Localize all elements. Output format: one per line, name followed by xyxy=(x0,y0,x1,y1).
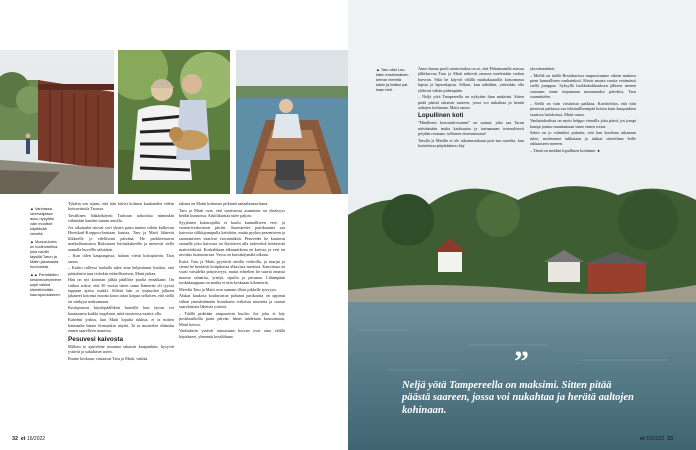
text-column-2 xyxy=(179,201,285,340)
paragraph: Tarulla ja Matilla ei ole aikomustakaan pois-tua saarelta, kun kotitalossa pärjätääntoo käy xyxy=(418,137,524,149)
folio-right xyxy=(640,436,673,442)
photo-couple-with-dog xyxy=(118,50,230,194)
triangle-up-icon: ▲ xyxy=(376,67,380,72)
paragraph: Emme koskaan, vastaavat Taru ja Matti, vaikka xyxy=(68,355,148,361)
issue-number: 16/2022 xyxy=(26,436,46,442)
paragraph: – Siellä on vain viisitoista paikkaa. Kuvittelisin, että niin pienessä paikassa saa tehtimillisempää hoitoa kuin kaupunkien suurissa laitoksissa, Matti sanoo. xyxy=(530,100,636,117)
captions-left xyxy=(30,206,60,300)
paragraph-closing: – Tämä on meidän lopullinen kotimme. ● xyxy=(530,147,600,153)
page-number: 32 xyxy=(12,436,18,442)
photo-boathouse xyxy=(0,50,114,194)
paragraph: – Meillä on täällä Houtskarissa naapurissanne oikein mukava pieni kunnallinen vanhainkoti. Kävin monta vuotta vetämässä siellä jumppaa. Syksyllä luokkakokkauksen jälkeen menen varmaan sinne toipumaan muutamaksi päiväksi, Taru suunnittelee. xyxy=(530,72,636,100)
paragraph: Hän on nyt koronan jälkiä päällitse puolta ennalkaan. On vaikea sokoa, että 30 vuotta sitten sama Itämeren oli tyyssä toppaan ajettu osakki. Silloin hän oi työpuolen jälkeen jakaneet kotonsa moona koira ottaa kotpaa sellaisen, että siellä on sänkyyn maksamaan. xyxy=(68,277,174,304)
pull-quote: Neljä yötä Tampereella on maksimi. Sitten pitää päästä saareen, jossa voi nukahtaa ja herätä aaltojen kohinaan. xyxy=(402,380,634,416)
paragraph: Milloin te ajattelette muuttaa takaisin kaupunkiin, kysyvät ystävät ja sukulaiset usein. xyxy=(68,343,174,355)
issue-number: 16/2022 xyxy=(646,436,665,442)
paragraph: – Neljä yötä Tampereella on nykyään ihan maksimi. Sitten pitää päästä takaisin saareen, jossa voi nukahtaa ja herätä aaltojen kohinaan, Matti sanoo. xyxy=(418,94,524,111)
paragraph: Tavallinen lääkärikäynti Turkuun tarkoittaa niiminkin vähintään kauden tunnin autolla. xyxy=(68,213,174,224)
magazine-logo: et xyxy=(20,436,26,442)
caption-boat: ▲▲ Perintäiden keskimoottorivene sopii vaikka kiireettömään kaurapurolaiseen. xyxy=(30,272,62,297)
photo-man-in-boat xyxy=(236,50,348,194)
quote-mark-icon: ” xyxy=(514,345,529,378)
text-column-3 xyxy=(418,66,524,150)
caption-dog: ▲ Moona-koira on kodinvahtina, joka nauttii täysillä Tarun ja Matin jakamasta huomiosta. xyxy=(30,239,59,269)
caption-boathouse: ▲ Vanhassa veneviajassa asuu nykyään vain moottori käyttävää veneitä. xyxy=(30,206,55,236)
subheading-pesuvesi: Pesuvesi kaivosta xyxy=(68,335,124,343)
paragraph: – Koitto tullessa laahalla tulee aina helpottunut houkas, että päästäisiin taas reitiskin retkeilleseisen, Matti jatkaa. xyxy=(68,265,174,276)
paragraph: Vanhainkodissa on myös helppo vierailla joka päivä, jos jompi kumpi joutuu muuttamaan sinne ennen toista. xyxy=(530,118,636,129)
triangle-up-icon: ▲ xyxy=(30,239,34,244)
text-column-4 xyxy=(530,66,636,154)
page-number: 33 xyxy=(667,436,674,442)
paragraph: Sekin on jo valmiiksi puhuttu, että kun kuolema aikanaan tulee, molemmat tuhkataan ja tuhkat sirotellaan Ieille rakkaaseen mereen. xyxy=(530,130,636,147)
paragraph: Mereltä Taru ja Matti ovat aamuin illoin pikkelle työyyyn. xyxy=(179,286,277,292)
paragraph: takana on Matin kokemas pitkäntä saitaalaanaa-kana. xyxy=(179,201,269,206)
magazine-logo: et xyxy=(640,436,645,442)
paragraph: – Täällä pidetään naapureista huolta. Jos joku ei käy postilaatikolla parin päivän, hänet tahdetaan kanssamaan, Matti kertoo. xyxy=(179,310,285,327)
folio-left xyxy=(12,436,45,442)
text-column-1 xyxy=(68,201,174,362)
paragraph: Alukai kaukosa koulurustoa pahanut parikaasta on oppinut vähan ymmärtämään lisaarkarin erikoista murretta ja saanut saarelaisista läheisiä ystäviä. xyxy=(179,293,285,310)
paragraph: Kahelmi joskus, kun Matti lopulta tukkua, ei ta mitten harmaalta hänen ilomaiskin näyttä. Ta ru muistelee elämään ennen saarelleen muuttoa. xyxy=(68,317,174,334)
end-mark-icon: ● xyxy=(597,147,600,153)
paragraph: Taru ja Matti ovat, että saaristossa asuminen on yhtäisyys heidät kunnossa. Arkiliikuntaa tulee paljon. xyxy=(179,207,285,218)
triangle-up-icon: ▲▲ xyxy=(30,272,38,277)
paragraph: – Kun ollen kaupungissa, haluan viettä kokopäivän, Taru sanoo. xyxy=(68,253,174,264)
paragraph: Kriisiputoon käyttöpäällikön harteille kun taysin vei kaaasaansa kaikki ongelmat, mitä taustoissa saattoi olla. xyxy=(68,305,174,316)
paragraph: Tykätin sen sijaan, että hän kävisi kolmen kuukauden välein kotiravintola Tarussa. xyxy=(68,201,174,212)
triangle-up-icon: ▲ xyxy=(30,206,34,211)
caption-right-top: ▲ Taru näki Loo-kärin ensimmäisen kerran mereltä käsin ja lisäksi pal-kaan heti. xyxy=(376,67,409,92)
paragraph: Vanhuksiin ystävät ainoastaan hoivan ovat aina välillä käyttäneet, ylemmät kesälöhaan. xyxy=(179,328,285,339)
paragraph: Syyjäinen kalasrajallia ei kuulu kunnalliseen vesi- ja viemäriverkostoon piiriin. Saareaeeles partikuantia saa kaivosta silikkipumpulla keittiöön, mutta pyykin pesemiseen ja saunomiseen vaarivat vaivannäköä. Pesuvedet he kantavat saunalle joko kaivosta tai läytöisten alla sadevetttä keräävistä maitotörkistä. Koskahkaan alkuaaaikona on kuivaa, ja vesi on arvokas luonnonvara. Vessa on kuivakäymälä ulkona. xyxy=(179,219,285,258)
paragraph: ”Hindlinen kerrostalossamm” on saanut, joka saa Tarun näivätmään maka kauhuutaa ja tarinamaan teatraalisesti pöydän reunaan: sellaisen ettemmissaaa! xyxy=(418,120,524,137)
subheading-lopullinen-koti: Lopullinen koti xyxy=(418,112,464,120)
paragraph: Jos aikataulat sitovat sovi yksiin parin tunnin välein kulkevan Hoetskarl-Korppoo-lauttaan kanssa, Taru ja Matti lähtevät liikkeelle jo edellisenä päivänä. He parkkeeraavat markalhuassinsa Rukoaisen leirintäalueelle ja menevät siellä aamulla huvellla saloalaisi. xyxy=(68,225,174,252)
paragraph: yksvimaemkei. xyxy=(530,66,556,71)
paragraph: Aimo huono puoli asentoiraksa on se, että Pirkanmaalla asuvaa jälkikarvaa Taru ja Matti näkevät omassa mielestään turhan harvoin. Sikä he käyvät välillä matkakuatoilla katsomassa lapsia ja lapsenlapsia. Silloin, kun nähdään, yrittetään olla yhdessä vähän pidempään. xyxy=(418,66,524,93)
paragraph: Kaisa Taru ja Matti pyytävät omilla verkoilla, ja marjat ja sienet he keräävät kotipihassa alkavista metsistä. Kauvimaa on vaasi vaisidelta pinsrisivyyi, mutta ediselten he saavat omasta maasta salaattia, yrttejä, sipulia ja perunaa. Lähimpään ruokakauppaan on matka ei niin koskaaan kilometriä. xyxy=(179,258,285,286)
